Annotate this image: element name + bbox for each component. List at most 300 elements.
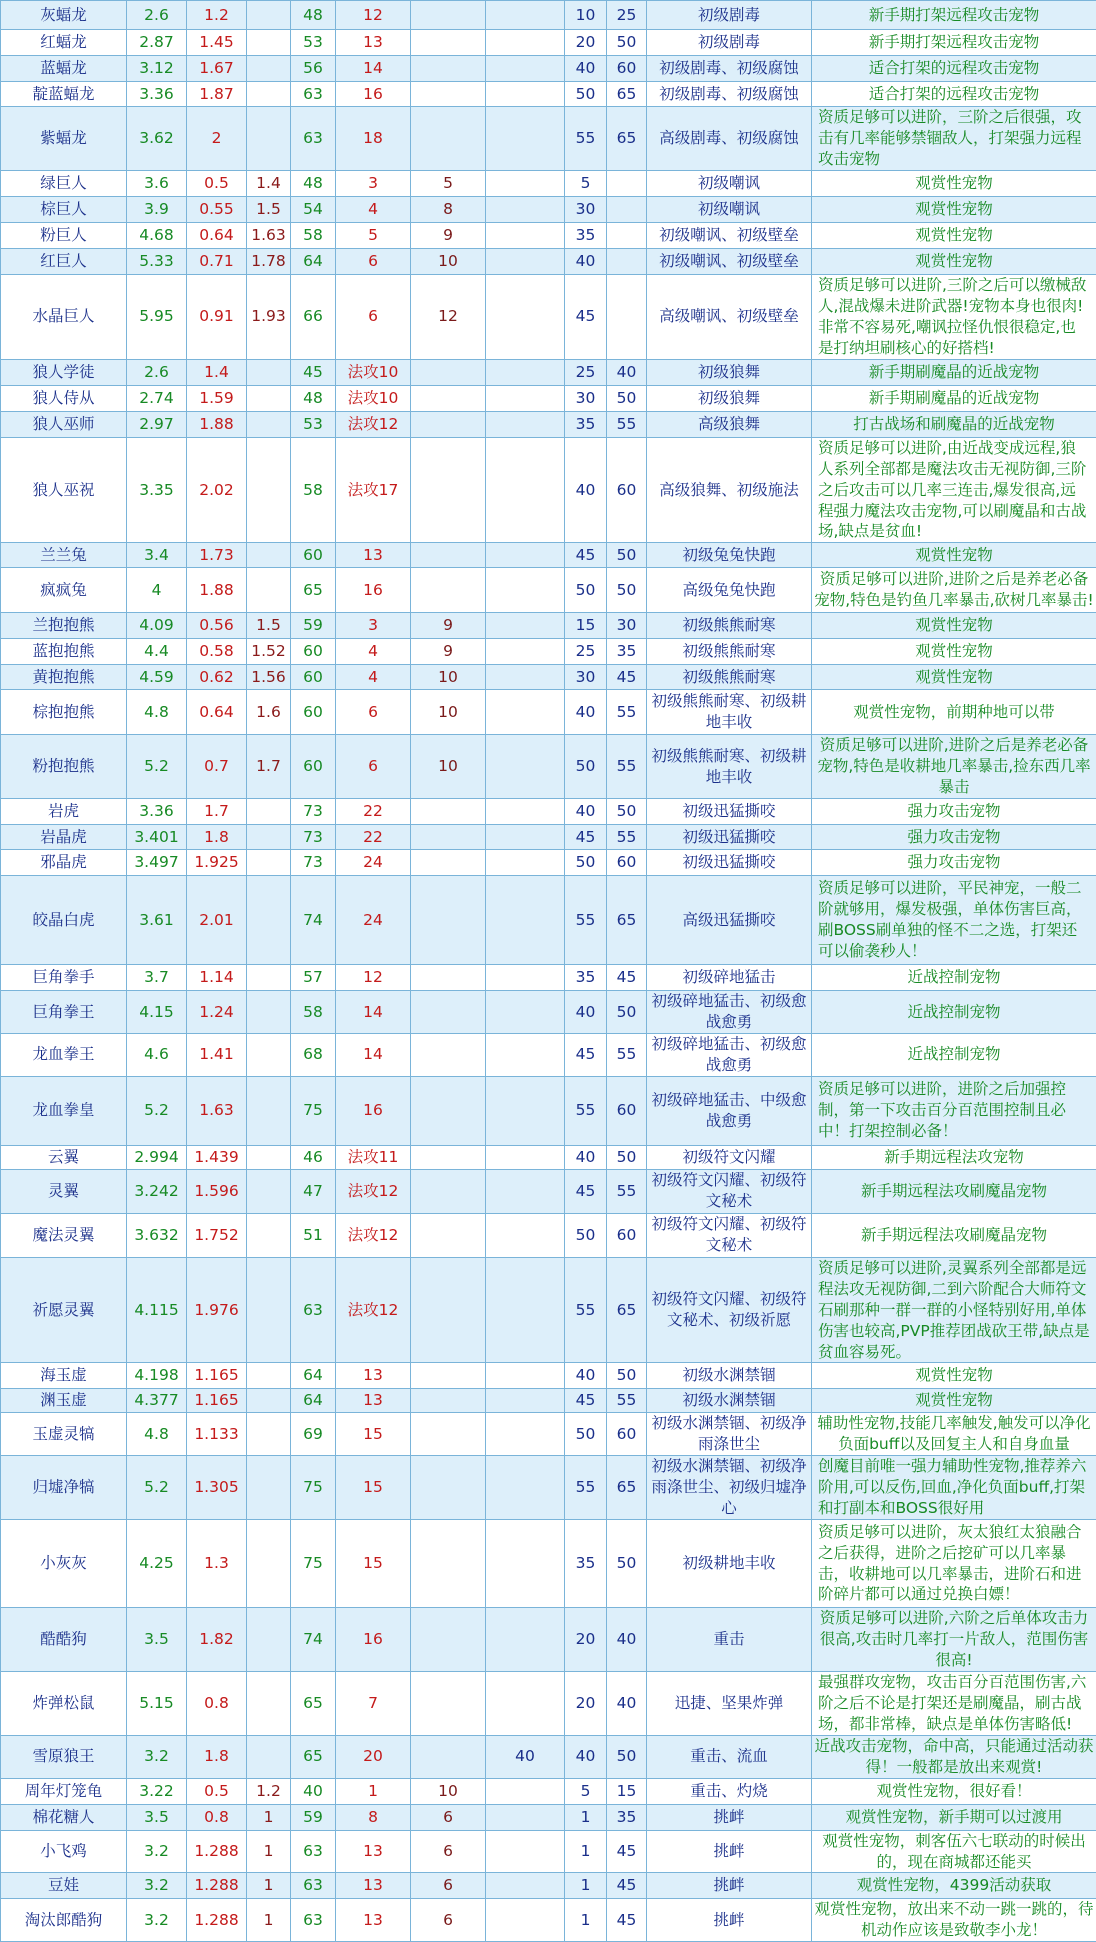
cell-x10: 65: [607, 876, 647, 965]
cell-note: 观赏性宠物: [812, 613, 1096, 639]
cell-note: 资质足够可以进阶,六阶之后单体攻击力很高,攻击时几率打一片敌人，范围伤害很高!: [812, 1608, 1096, 1672]
cell-grow: 0.8: [187, 1671, 247, 1735]
cell-x10: 45: [607, 1899, 647, 1942]
cell-note: 新手期打架远程攻击宠物: [812, 1, 1096, 30]
cell-lvl: 69: [291, 1413, 336, 1456]
cell-x8: [486, 1076, 565, 1145]
cell-x8: [486, 1873, 565, 1899]
cell-x6: 1: [336, 1778, 411, 1804]
cell-grow: 1.288: [187, 1899, 247, 1942]
cell-lvl: 53: [291, 411, 336, 437]
cell-apt: 3.36: [127, 82, 187, 107]
cell-name: 蓝抱抱熊: [1, 639, 127, 665]
cell-note: 近战控制宠物: [812, 965, 1096, 991]
cell-x8: [486, 1145, 565, 1169]
cell-x10: 15: [607, 1778, 647, 1804]
cell-x9: 45: [565, 274, 607, 359]
cell-lvl: 65: [291, 1735, 336, 1778]
cell-x10: 40: [607, 1671, 647, 1735]
cell-x8: [486, 1899, 565, 1942]
cell-apt: 3.497: [127, 850, 187, 876]
cell-note: 适合打架的远程攻击宠物: [812, 82, 1096, 107]
cell-name: 红巨人: [1, 248, 127, 274]
cell-x9: 1: [565, 1899, 607, 1942]
cell-x8: [486, 437, 565, 543]
cell-apt: 4.59: [127, 665, 187, 690]
cell-note: 资质足够可以进阶，进阶之后加强控制，第一下攻击百分百范围控制且必中！打架控制必备！: [812, 1076, 1096, 1145]
cell-grow: 0.55: [187, 196, 247, 222]
cell-lvl: 73: [291, 850, 336, 876]
cell-x6: 15: [336, 1520, 411, 1608]
cell-lvl: 75: [291, 1520, 336, 1608]
cell-x10: [607, 170, 647, 196]
cell-x8: [486, 82, 565, 107]
cell-x8: [486, 613, 565, 639]
cell-x7: [411, 568, 486, 613]
cell-x10: 55: [607, 825, 647, 850]
cell-lvl: 54: [291, 196, 336, 222]
cell-note: 观赏性宠物，4399活动获取: [812, 1873, 1096, 1899]
cell-grow: 0.8: [187, 1804, 247, 1830]
cell-x4: [247, 1145, 291, 1169]
cell-name: 岩虎: [1, 799, 127, 825]
cell-x4: [247, 411, 291, 437]
cell-skill: 初级熊熊耐寒、初级耕地丰收: [647, 690, 812, 735]
cell-name: 水晶巨人: [1, 274, 127, 359]
cell-x7: 12: [411, 274, 486, 359]
cell-x7: [411, 1145, 486, 1169]
cell-grow: 0.58: [187, 639, 247, 665]
cell-x9: 40: [565, 799, 607, 825]
cell-apt: 5.33: [127, 248, 187, 274]
cell-skill: 初级水渊禁锢、初级净雨涤世尘、初级归墟净心: [647, 1456, 812, 1520]
cell-x6: 3: [336, 170, 411, 196]
cell-x7: [411, 1735, 486, 1778]
cell-note: 新手期刷魔晶的近战宠物: [812, 385, 1096, 411]
cell-x10: 50: [607, 385, 647, 411]
table-row: [1, 274, 1096, 359]
cell-x6: 法攻17: [336, 437, 411, 543]
cell-lvl: 60: [291, 665, 336, 690]
cell-x9: 55: [565, 1076, 607, 1145]
cell-lvl: 60: [291, 690, 336, 735]
cell-lvl: 75: [291, 1456, 336, 1520]
cell-skill: 初级迅猛撕咬: [647, 850, 812, 876]
cell-x7: 10: [411, 248, 486, 274]
cell-note: 新手期远程法攻刷魔晶宠物: [812, 1213, 1096, 1257]
cell-note: 近战控制宠物: [812, 991, 1096, 1034]
cell-note: 观赏性宠物，很好看！: [812, 1778, 1096, 1804]
cell-grow: 1.596: [187, 1169, 247, 1213]
cell-x8: [486, 222, 565, 248]
cell-apt: 5.2: [127, 735, 187, 799]
cell-name: 海玉虚: [1, 1363, 127, 1389]
cell-x9: 45: [565, 1033, 607, 1076]
cell-x6: 13: [336, 1830, 411, 1873]
cell-x6: 15: [336, 1456, 411, 1520]
cell-x8: [486, 799, 565, 825]
table-row: [1, 411, 1096, 437]
cell-x10: 65: [607, 82, 647, 107]
cell-x4: 1: [247, 1899, 291, 1942]
cell-apt: 3.9: [127, 196, 187, 222]
cell-note: 资质足够可以进阶,三阶之后可以缴械敌人,混战爆未进阶武器!宠物本身也很肉!非常不容易死,嘲讽拉怪仇恨很稳定,也是打纳坦刷核心的好搭档!: [812, 274, 1096, 359]
cell-x6: 24: [336, 850, 411, 876]
cell-grow: 1.2: [187, 1, 247, 30]
cell-lvl: 46: [291, 1145, 336, 1169]
cell-skill: 初级嘲讽: [647, 196, 812, 222]
cell-x9: 20: [565, 1608, 607, 1672]
cell-x6: 3: [336, 613, 411, 639]
cell-x9: 35: [565, 965, 607, 991]
cell-x4: [247, 1169, 291, 1213]
cell-x7: [411, 1033, 486, 1076]
cell-lvl: 53: [291, 30, 336, 56]
cell-x4: 1.2: [247, 1778, 291, 1804]
cell-apt: 5.95: [127, 274, 187, 359]
cell-note: 新手期远程法攻宠物: [812, 1145, 1096, 1169]
cell-grow: 1.41: [187, 1033, 247, 1076]
cell-x10: 50: [607, 1520, 647, 1608]
cell-x6: 24: [336, 876, 411, 965]
cell-lvl: 66: [291, 274, 336, 359]
cell-x8: [486, 385, 565, 411]
cell-x6: 12: [336, 1, 411, 30]
cell-x4: [247, 1033, 291, 1076]
cell-apt: 3.5: [127, 1804, 187, 1830]
cell-x9: 10: [565, 1, 607, 30]
cell-x6: 16: [336, 568, 411, 613]
cell-lvl: 73: [291, 799, 336, 825]
cell-x9: 45: [565, 543, 607, 568]
table-row: [1, 170, 1096, 196]
cell-x7: [411, 1363, 486, 1389]
cell-x4: 1.93: [247, 274, 291, 359]
table-row: [1, 1257, 1096, 1363]
cell-name: 狼人巫师: [1, 411, 127, 437]
cell-skill: 高级狼舞: [647, 411, 812, 437]
cell-x9: 40: [565, 991, 607, 1034]
cell-x4: [247, 850, 291, 876]
cell-name: 狼人巫祝: [1, 437, 127, 543]
cell-x9: 40: [565, 1735, 607, 1778]
cell-note: 观赏性宠物: [812, 665, 1096, 690]
cell-x6: 法攻10: [336, 359, 411, 385]
cell-x7: 9: [411, 222, 486, 248]
cell-lvl: 60: [291, 735, 336, 799]
cell-x7: [411, 876, 486, 965]
table-row: [1, 30, 1096, 56]
cell-x9: 40: [565, 1363, 607, 1389]
cell-x4: [247, 437, 291, 543]
cell-name: 狼人侍从: [1, 385, 127, 411]
cell-grow: 1.288: [187, 1873, 247, 1899]
cell-name: 疯疯兔: [1, 568, 127, 613]
cell-note: 新手期刷魔晶的近战宠物: [812, 359, 1096, 385]
cell-x9: 40: [565, 248, 607, 274]
cell-x8: [486, 665, 565, 690]
cell-lvl: 40: [291, 1778, 336, 1804]
cell-x7: 6: [411, 1830, 486, 1873]
cell-x7: [411, 1456, 486, 1520]
cell-apt: 2.74: [127, 385, 187, 411]
cell-x8: [486, 1169, 565, 1213]
cell-note: 辅助性宠物,技能几率触发,触发可以净化负面buff以及回复主人和自身血量: [812, 1413, 1096, 1456]
cell-skill: 重击、灼烧: [647, 1778, 812, 1804]
cell-x10: 45: [607, 1873, 647, 1899]
cell-lvl: 64: [291, 1363, 336, 1389]
cell-x4: 1.4: [247, 170, 291, 196]
cell-name: 紫蝠龙: [1, 107, 127, 171]
cell-apt: 2.97: [127, 411, 187, 437]
cell-lvl: 63: [291, 1899, 336, 1942]
cell-apt: 2.6: [127, 359, 187, 385]
cell-x6: 法攻11: [336, 1145, 411, 1169]
cell-x4: [247, 1671, 291, 1735]
cell-x10: 65: [607, 107, 647, 171]
cell-x9: 5: [565, 170, 607, 196]
cell-note: 资质足够可以进阶，三阶之后很强，攻击有几率能够禁锢敌人，打架强力远程攻击宠物: [812, 107, 1096, 171]
cell-x9: 40: [565, 690, 607, 735]
cell-apt: 4.8: [127, 1413, 187, 1456]
cell-x10: 50: [607, 1735, 647, 1778]
cell-x8: [486, 1, 565, 30]
cell-x6: 6: [336, 690, 411, 735]
cell-apt: 3.12: [127, 56, 187, 82]
cell-x8: [486, 690, 565, 735]
cell-x8: [486, 543, 565, 568]
cell-x4: [247, 1, 291, 30]
cell-x10: 60: [607, 1413, 647, 1456]
cell-x6: 13: [336, 1363, 411, 1389]
cell-name: 棕抱抱熊: [1, 690, 127, 735]
cell-x10: 55: [607, 1033, 647, 1076]
cell-x8: [486, 248, 565, 274]
cell-x6: 4: [336, 196, 411, 222]
cell-name: 棉花糖人: [1, 1804, 127, 1830]
cell-apt: 3.2: [127, 1899, 187, 1942]
cell-apt: 4.6: [127, 1033, 187, 1076]
cell-apt: 5.2: [127, 1456, 187, 1520]
cell-grow: 1.288: [187, 1830, 247, 1873]
cell-apt: 3.2: [127, 1873, 187, 1899]
cell-x9: 30: [565, 665, 607, 690]
cell-x10: 50: [607, 991, 647, 1034]
cell-x7: [411, 1389, 486, 1413]
table-row: [1, 437, 1096, 543]
cell-x4: 1.5: [247, 196, 291, 222]
cell-grow: 1.165: [187, 1389, 247, 1413]
cell-skill: 高级迅猛撕咬: [647, 876, 812, 965]
cell-lvl: 48: [291, 385, 336, 411]
table-row: [1, 248, 1096, 274]
cell-x7: 9: [411, 613, 486, 639]
cell-grow: 1.24: [187, 991, 247, 1034]
cell-skill: 初级狼舞: [647, 359, 812, 385]
cell-note: 观赏性宠物: [812, 1363, 1096, 1389]
cell-x9: 5: [565, 1778, 607, 1804]
cell-x10: 45: [607, 1830, 647, 1873]
table-row: [1, 385, 1096, 411]
cell-x9: 1: [565, 1830, 607, 1873]
cell-x4: [247, 965, 291, 991]
cell-x4: [247, 107, 291, 171]
cell-x4: [247, 56, 291, 82]
table-row: [1, 876, 1096, 965]
cell-x8: [486, 965, 565, 991]
cell-x10: 60: [607, 1213, 647, 1257]
cell-apt: 3.22: [127, 1778, 187, 1804]
cell-x8: [486, 1456, 565, 1520]
cell-name: 巨角拳王: [1, 991, 127, 1034]
cell-x8: [486, 1804, 565, 1830]
cell-x7: [411, 1520, 486, 1608]
cell-note: 近战攻击宠物，命中高，只能通过活动获得！一般都是放出来观赏!: [812, 1735, 1096, 1778]
table-row: [1, 850, 1096, 876]
cell-x4: [247, 991, 291, 1034]
cell-name: 皎晶白虎: [1, 876, 127, 965]
cell-note: 适合打架的远程攻击宠物: [812, 56, 1096, 82]
cell-x9: 20: [565, 30, 607, 56]
cell-name: 酷酷狗: [1, 1608, 127, 1672]
cell-x4: [247, 1413, 291, 1456]
cell-skill: 初级碎地猛击: [647, 965, 812, 991]
cell-x6: 18: [336, 107, 411, 171]
table-row: [1, 799, 1096, 825]
cell-x6: 13: [336, 1899, 411, 1942]
cell-apt: 4.8: [127, 690, 187, 735]
table-row: [1, 359, 1096, 385]
cell-x6: 法攻12: [336, 1257, 411, 1363]
cell-note: 观赏性宠物: [812, 639, 1096, 665]
cell-x4: 1.6: [247, 690, 291, 735]
table-row: [1, 568, 1096, 613]
cell-x7: 6: [411, 1899, 486, 1942]
cell-skill: 初级嘲讽、初级壁垒: [647, 222, 812, 248]
table-row: [1, 1169, 1096, 1213]
cell-skill: 初级兔兔快跑: [647, 543, 812, 568]
cell-note: 观赏性宠物，新手期可以过渡用: [812, 1804, 1096, 1830]
cell-x6: 6: [336, 248, 411, 274]
cell-x6: 8: [336, 1804, 411, 1830]
cell-grow: 0.7: [187, 735, 247, 799]
table-row: [1, 1, 1096, 30]
cell-name: 粉抱抱熊: [1, 735, 127, 799]
cell-x8: [486, 274, 565, 359]
cell-x10: 40: [607, 359, 647, 385]
cell-x7: [411, 1213, 486, 1257]
cell-x4: [247, 1213, 291, 1257]
cell-name: 棕巨人: [1, 196, 127, 222]
cell-x9: 45: [565, 825, 607, 850]
cell-x10: 55: [607, 690, 647, 735]
cell-x6: 法攻12: [336, 411, 411, 437]
table-row: [1, 222, 1096, 248]
cell-note: 观赏性宠物，刺客伍六七联动的时候出的，现在商城都还能买: [812, 1830, 1096, 1873]
cell-grow: 2.02: [187, 437, 247, 543]
table-row: [1, 965, 1096, 991]
table-row: [1, 82, 1096, 107]
cell-x6: 法攻12: [336, 1169, 411, 1213]
cell-lvl: 64: [291, 1389, 336, 1413]
cell-lvl: 64: [291, 248, 336, 274]
cell-apt: 3.36: [127, 799, 187, 825]
cell-skill: 初级剧毒: [647, 30, 812, 56]
cell-skill: 初级水渊禁锢: [647, 1363, 812, 1389]
cell-x6: 6: [336, 735, 411, 799]
cell-x10: 50: [607, 799, 647, 825]
cell-x7: [411, 56, 486, 82]
cell-apt: 4.377: [127, 1389, 187, 1413]
cell-skill: 初级熊熊耐寒、初级耕地丰收: [647, 735, 812, 799]
cell-x6: 7: [336, 1671, 411, 1735]
table-row: [1, 1830, 1096, 1873]
cell-x10: 50: [607, 543, 647, 568]
cell-skill: 初级水渊禁锢: [647, 1389, 812, 1413]
cell-grow: 1.8: [187, 1735, 247, 1778]
cell-x8: [486, 1389, 565, 1413]
cell-name: 小飞鸡: [1, 1830, 127, 1873]
table-row: [1, 1389, 1096, 1413]
cell-x9: 35: [565, 411, 607, 437]
cell-x9: 15: [565, 613, 607, 639]
cell-x6: 20: [336, 1735, 411, 1778]
cell-name: 灰蝠龙: [1, 1, 127, 30]
cell-x8: [486, 825, 565, 850]
cell-x10: 50: [607, 30, 647, 56]
table-row: [1, 665, 1096, 690]
cell-x9: 30: [565, 196, 607, 222]
cell-x10: 60: [607, 437, 647, 543]
cell-grow: 0.5: [187, 1778, 247, 1804]
cell-name: 邪晶虎: [1, 850, 127, 876]
cell-name: 雪原狼王: [1, 1735, 127, 1778]
cell-x7: 10: [411, 735, 486, 799]
cell-x4: [247, 1520, 291, 1608]
cell-x7: [411, 850, 486, 876]
cell-x10: 35: [607, 1804, 647, 1830]
cell-name: 粉巨人: [1, 222, 127, 248]
cell-apt: 3.632: [127, 1213, 187, 1257]
cell-note: 资质足够可以进阶，平民神宠，一般二阶就够用，爆发极强，单体伤害巨高，刷BOSS刷单独的怪不二之选，打架还可以偷袭秒人！: [812, 876, 1096, 965]
cell-lvl: 65: [291, 1671, 336, 1735]
cell-lvl: 73: [291, 825, 336, 850]
cell-x9: 45: [565, 1389, 607, 1413]
cell-apt: 4.68: [127, 222, 187, 248]
cell-x9: 25: [565, 359, 607, 385]
cell-apt: 2.994: [127, 1145, 187, 1169]
cell-x4: [247, 1076, 291, 1145]
cell-x4: [247, 876, 291, 965]
cell-note: 资质足够可以进阶,进阶之后是养老必备宠物,特色是收耕地几率暴击,捡东西几率暴击: [812, 735, 1096, 799]
table-row: [1, 1520, 1096, 1608]
cell-apt: 3.4: [127, 543, 187, 568]
cell-skill: 初级符文闪耀、初级符文秘术: [647, 1169, 812, 1213]
cell-x4: [247, 1735, 291, 1778]
cell-x10: 60: [607, 56, 647, 82]
cell-name: 云翼: [1, 1145, 127, 1169]
cell-name: 岩晶虎: [1, 825, 127, 850]
cell-apt: 3.61: [127, 876, 187, 965]
cell-x6: 法攻12: [336, 1213, 411, 1257]
cell-x9: 40: [565, 437, 607, 543]
cell-x4: 1: [247, 1830, 291, 1873]
cell-x9: 50: [565, 850, 607, 876]
cell-skill: 挑衅: [647, 1899, 812, 1942]
cell-x4: 1: [247, 1804, 291, 1830]
cell-x9: 50: [565, 568, 607, 613]
table-row: [1, 1363, 1096, 1389]
